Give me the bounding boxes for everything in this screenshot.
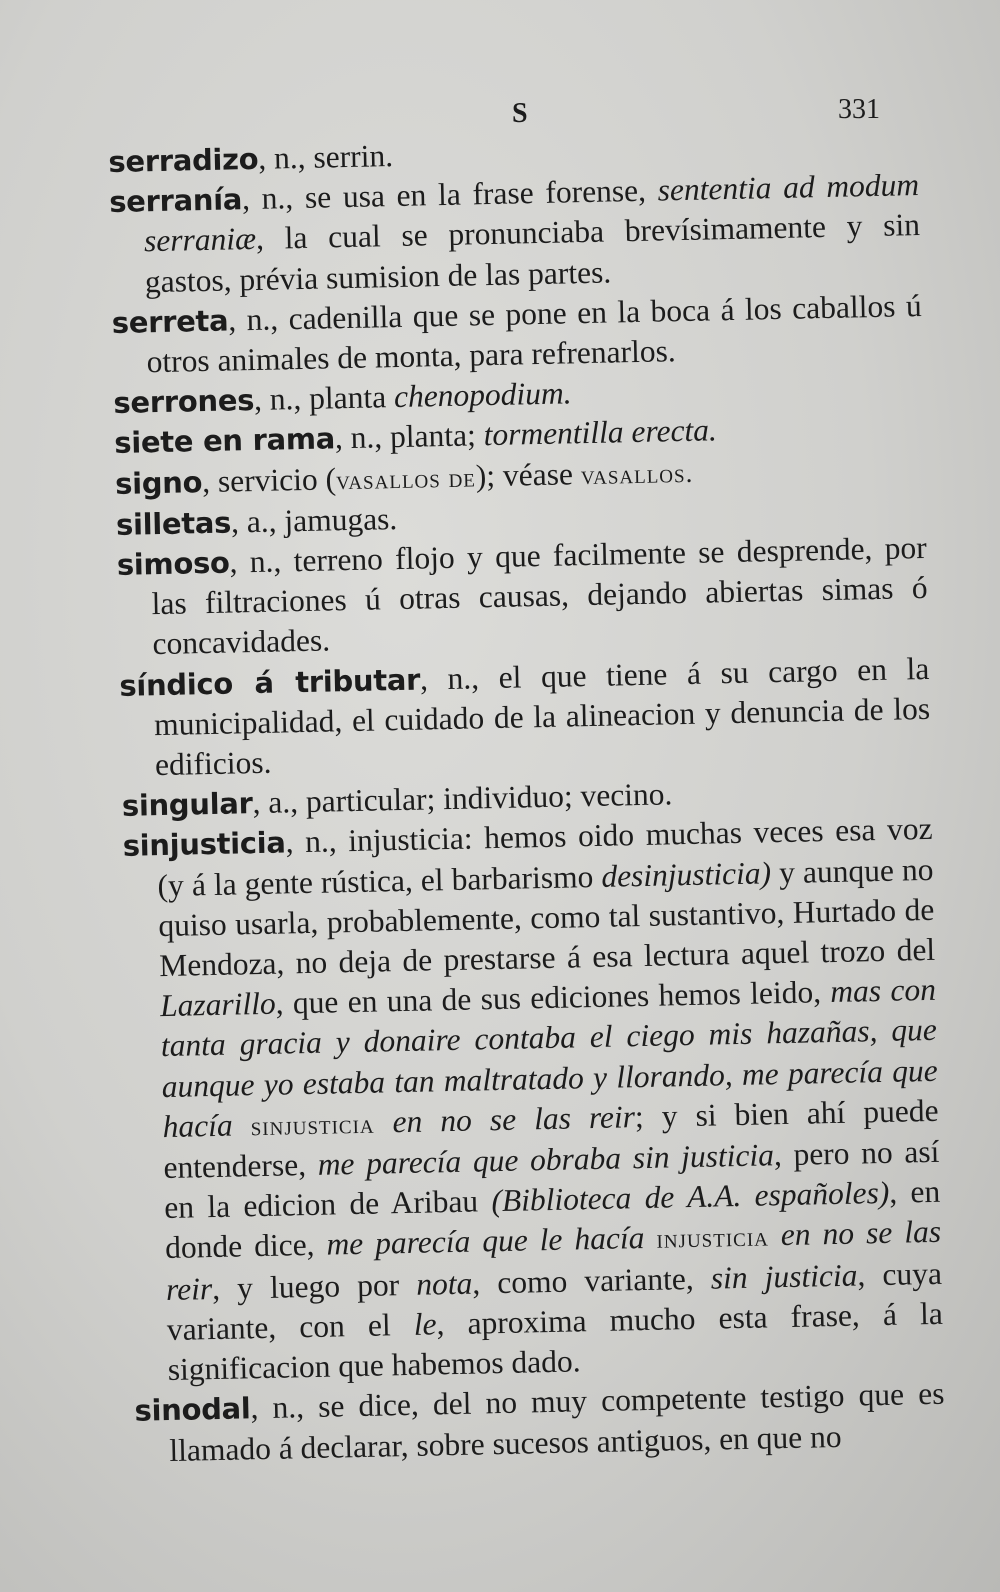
small-caps-text: vasallos. [580,457,694,490]
headword: serrones [113,383,255,421]
definition: , n., terreno flojo y que facilmente se desprende, por las filtraciones ú otras causas, dejando abiertas simas ó concavidades. [151,529,928,662]
headword: sinjusticia [122,825,286,864]
entry-sinjusticia [122,809,944,1391]
italic-quote: mas con tanta gracia y donaire contaba el ciego mis hazañas, que aunque yo estaba tan maltratado y llorando, me parecía que hacía [160,972,938,1144]
entry-sinodal [134,1374,946,1471]
entry-sindico-a-tributar [119,649,931,787]
italic-text: tormentilla erecta. [483,412,718,453]
definition-text: , en donde dice, [164,1174,941,1266]
headword: simoso [116,545,230,582]
definition-text: ); véase [475,455,582,493]
definition: , n., se dice, del no muy competente testigo que es llamado á declarar, sobre sucesos antiguos, en que no [169,1376,945,1468]
headword: singular [121,786,253,824]
italic-text: le [413,1306,437,1342]
headword: signo [114,464,203,501]
definition-text: , aproxima mucho esta frase, á la significacion que habemos dado. [167,1295,944,1388]
headword: silletas [115,505,232,542]
italic-text: nota [415,1265,473,1302]
definition-text: ; y si bien ahí puede entenderse, [163,1092,939,1186]
italic-quote: me parecía que obraba sin justicia [317,1137,775,1182]
definition-text: y aunque no quiso usarla, probablemente, como tal sustantivo, Hurtado de Mendoza, no deja de prestarse á esa lectura aquel trozo del [158,851,936,984]
headword: siete en rama [113,421,336,461]
italic-text: sententia ad modum serraniæ [143,167,920,259]
small-caps-text: injusticia [656,1221,770,1255]
italic-text: chenopodium. [393,375,572,415]
definition-text: , la cual se pronunciaba brevísimamente y sin gastos, prévia sumision de las partes. [144,207,921,299]
definition: , n., serrin. [257,138,394,176]
italic-quote: me parecía que le hacía [326,1220,657,1263]
page-number: 331 [838,94,880,125]
italic-text: desinjusticia) [600,854,772,894]
headword: serreta [111,303,229,340]
definition: , n., el que tiene á su cargo en la municipalidad, el cuidado de la alineacion y denuncia de los edificios. [153,650,931,783]
definition-text: , que en una de sus ediciones hemos leido, [275,974,831,1021]
headword: serranía [108,182,243,220]
definition-text: , pero no así en la edicion de Aribau [163,1133,940,1226]
entry-simoso [116,528,928,666]
definition-text: , y luego por [211,1266,417,1306]
definition-text: , n., planta; [334,417,484,456]
headword: síndico á tributar [119,662,421,703]
definition: , a., particular; individuo; vecino. [252,776,673,821]
definition-text: , como variante, [471,1260,712,1301]
definition: , n., cadenilla que se pone en la boca á los caballos ú otros animales de monta, para refrenarlos. [146,287,922,380]
running-head: S [512,98,529,129]
small-caps-text: vasallos de [335,461,477,495]
entry-serrania [109,165,921,303]
definition: , a., jamugas. [230,500,398,540]
definition-text: , servicio ( [201,460,337,499]
definition-text: , n., injusticia: hemos oido muchas veces esa voz (y á la gente rústica, el barbarismo [157,811,933,903]
dictionary-entries [108,125,946,1471]
italic-text: Lazarillo [159,985,276,1024]
italic-text: (Biblioteca de A.A. españoles) [491,1175,890,1219]
definition-text: , n., se usa en la frase forense, [241,172,659,217]
small-caps-text: sinjusticia [250,1108,375,1142]
definition-text: , n., planta [253,379,395,418]
headword: serradizo [108,141,259,179]
italic-quote: en no se las reir [374,1099,636,1140]
italic-text: sin justicia [710,1257,858,1296]
italic-quote: en no se las reir [165,1214,942,1307]
definition-text: , cuya variante, con el [166,1255,943,1347]
headword: sinodal [134,1391,251,1429]
